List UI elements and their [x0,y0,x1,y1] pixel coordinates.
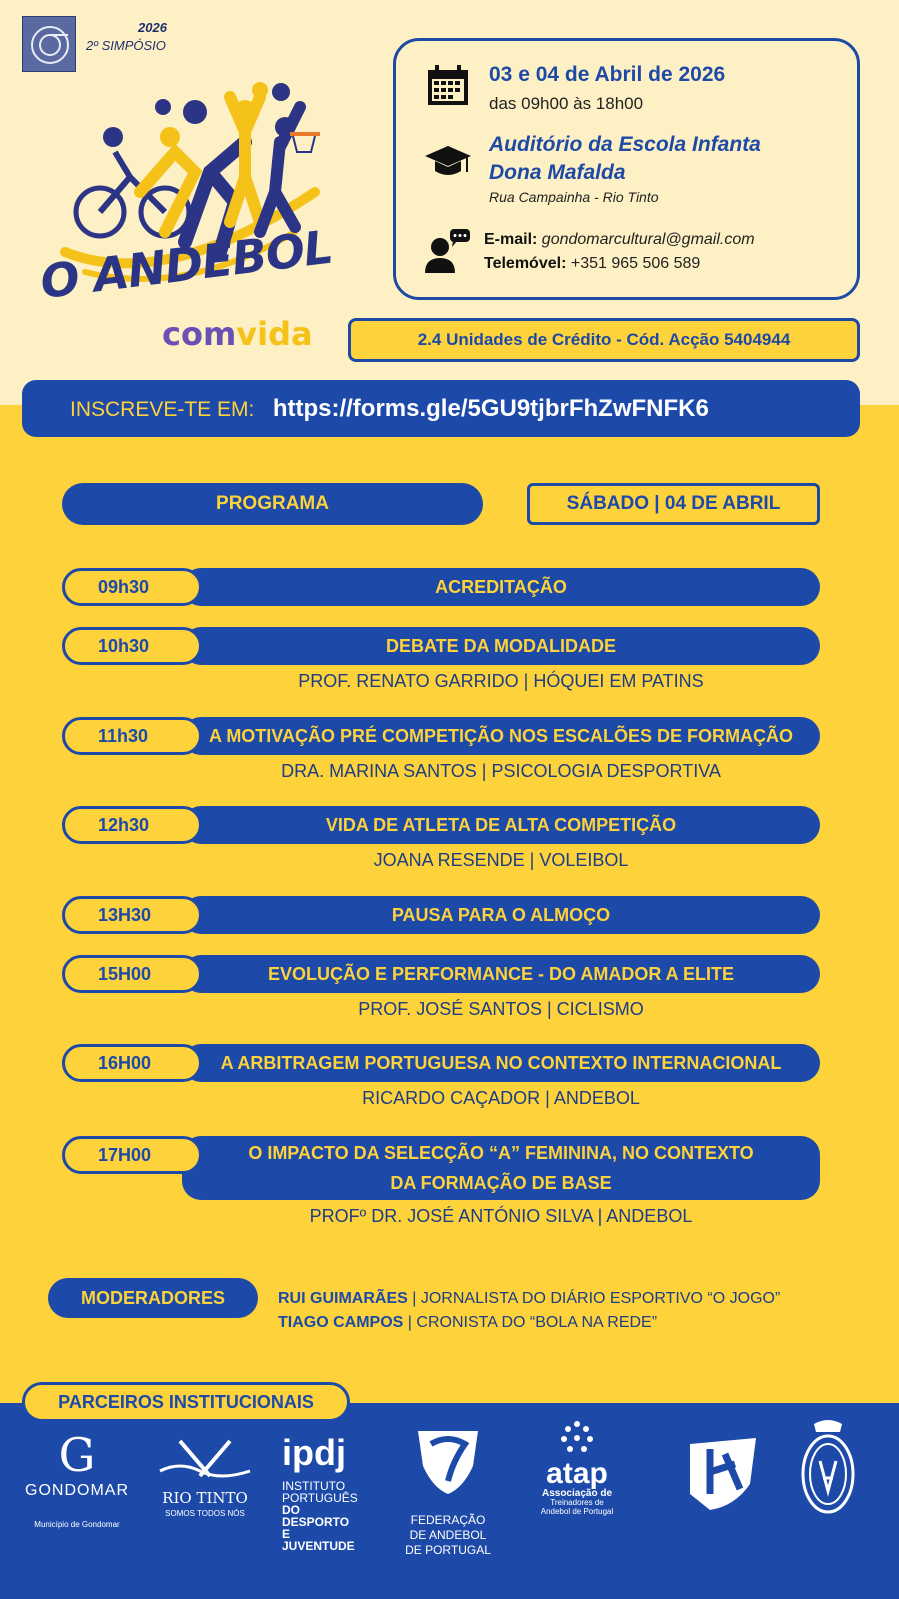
program-item-title: A MOTIVAÇÃO PRÉ COMPETIÇÃO NOS ESCALÕES DE FORMAÇÃO [182,717,820,755]
partner-shield-logo [678,1430,768,1519]
rio-tinto-sub: SOMOS TODOS NÓS [165,1509,245,1518]
rio-tinto-logo-icon [155,1436,255,1484]
venue-line-2: Dona Mafalda [489,161,626,184]
program-label: PROGRAMA [62,483,483,525]
atap-name: atap [546,1457,608,1490]
ipdj-line: DO DESPORTO [282,1503,350,1529]
moderator-role: | CRONISTA DO “BOLA NA REDE” [407,1314,658,1331]
program-item-title: A ARBITRAGEM PORTUGUESA NO CONTEXTO INTERNACIONAL [182,1044,820,1082]
gondomar-name: GONDOMAR [25,1482,129,1499]
program-item-speaker: PROF. RENATO GARRIDO | HÓQUEI EM PATINS [298,671,704,691]
rio-tinto-name: RIO TINTO [162,1489,248,1507]
fap-shield-icon [413,1426,483,1496]
partner-atap [522,1430,632,1516]
partner-ipdj [282,1430,364,1552]
program-day: SÁBADO | 04 DE ABRIL [527,483,820,525]
moderator-role: | JORNALISTA DO DIÁRIO ESPORTIVO “O JOGO” [412,1290,781,1307]
ipdj-line: PORTUGUÊS [282,1491,358,1505]
credit-badge: 2.4 Unidades de Crédito - Cód. Acção 5404944 [348,318,860,362]
fap-line: DE PORTUGAL [405,1543,491,1557]
program-item-speaker: JOANA RESENDE | VOLEIBOL [373,850,629,870]
program-item-speaker: PROFº DR. JOSÉ ANTÓNIO SILVA | ANDEBOL [309,1206,693,1226]
program-item-time: 10h30 [62,627,202,665]
email-value[interactable]: gondomarcultural@gmail.com [541,231,755,248]
symposium-name: 2º SIMPÓSIO [86,38,166,53]
program-item-speaker: RICARDO CAÇADOR | ANDEBOL [362,1088,640,1108]
emblem-icon [680,1434,766,1514]
atap-line: Associação de [541,1488,613,1499]
partners-label: PARCEIROS INSTITUCIONAIS [22,1382,350,1422]
atap-line: Treinadores de [550,1498,604,1507]
program-item-title-line-2: DA FORMAÇÃO DE BASE [390,1173,612,1193]
program-item-title-line-1: O IMPACTO DA SELECÇÃO “A” FEMININA, NO CONTEXTO [248,1143,754,1163]
moderator-name: TIAGO CAMPOS [278,1314,404,1331]
program-item-title: VIDA DE ATLETA DE ALTA COMPETIÇÃO [182,806,820,844]
event-venue [489,131,761,187]
program-item-time: 13H30 [62,896,202,934]
partner-fap [398,1430,498,1558]
crest-icon [800,1416,856,1516]
program-item-title: PAUSA PARA O ALMOÇO [182,896,820,934]
signup-link[interactable]: https://forms.gle/5GU9tjbrFhZwFNFK6 [272,395,709,422]
partner-crest [798,1430,858,1521]
partner-gondomar [18,1430,136,1531]
event-date: 03 e 04 de Abril de 2026 [489,63,726,86]
fap-line: DE ANDEBOL [409,1528,487,1542]
contact-person-icon [424,227,472,275]
program-item-speaker: PROF. JOSÉ SANTOS | CICLISMO [358,999,644,1019]
signup-banner [22,380,860,437]
atap-text [522,1489,632,1516]
program-item-time: 15H00 [62,955,202,993]
fap-text [398,1513,498,1558]
ipdj-line: E JUVENTUDE [282,1527,355,1553]
gondomar-sub: Município de Gondomar [34,1520,120,1529]
signup-label: INSCREVE-TE EM: [70,398,255,421]
moderators-label: MODERADORES [48,1278,258,1318]
program-item-time: 12h30 [62,806,202,844]
subtitle-part-a: com [162,315,237,353]
program-item-title [182,1136,820,1200]
event-street: Rua Campainha - Rio Tinto [489,189,659,205]
event-info-box [393,38,860,300]
program-item-time: 17H00 [62,1136,202,1174]
phone-label: Telemóvel: [484,255,567,272]
calendar-icon [426,65,470,107]
event-hours: das 09h00 às 18h00 [489,94,644,113]
atap-dots-icon [552,1420,602,1454]
program-item-title: EVOLUÇÃO E PERFORMANCE - DO AMADOR A ELITE [182,955,820,993]
moderator-name: RUI GUIMARÃES [278,1290,408,1307]
atap-line: Andebol de Portugal [540,1507,614,1516]
moderators-list [278,1287,780,1335]
ipdj-name: ipdj [282,1432,346,1473]
program-item-title: DEBATE DA MODALIDADE [182,627,820,665]
graduation-cap-icon [424,144,472,180]
program-item-time: 09h30 [62,568,202,606]
event-contact [484,228,755,276]
fap-line: FEDERAÇÃO [410,1513,486,1527]
phone-value[interactable]: +351 965 506 589 [570,255,701,272]
gondomar-g-icon: G [58,1428,96,1482]
partner-rio-tinto [150,1430,260,1520]
email-label: E-mail: [484,231,538,248]
ipdj-line: INSTITUTO [282,1479,346,1493]
ipdj-text [282,1480,364,1552]
symposium-logo [22,16,76,72]
symposium-year: 2026 [138,20,167,35]
event-subtitle [162,315,313,353]
venue-line-1: Auditório da Escola Infanta [489,133,761,156]
program-item-time: 16H00 [62,1044,202,1082]
program-item-speaker: DRA. MARINA SANTOS | PSICOLOGIA DESPORTIVA [281,761,721,781]
program-item-time: 11h30 [62,717,202,755]
subtitle-part-b: vida [236,315,313,353]
program-item-title: ACREDITAÇÃO [182,568,820,606]
event-title: O ANDEBOL [37,219,336,309]
